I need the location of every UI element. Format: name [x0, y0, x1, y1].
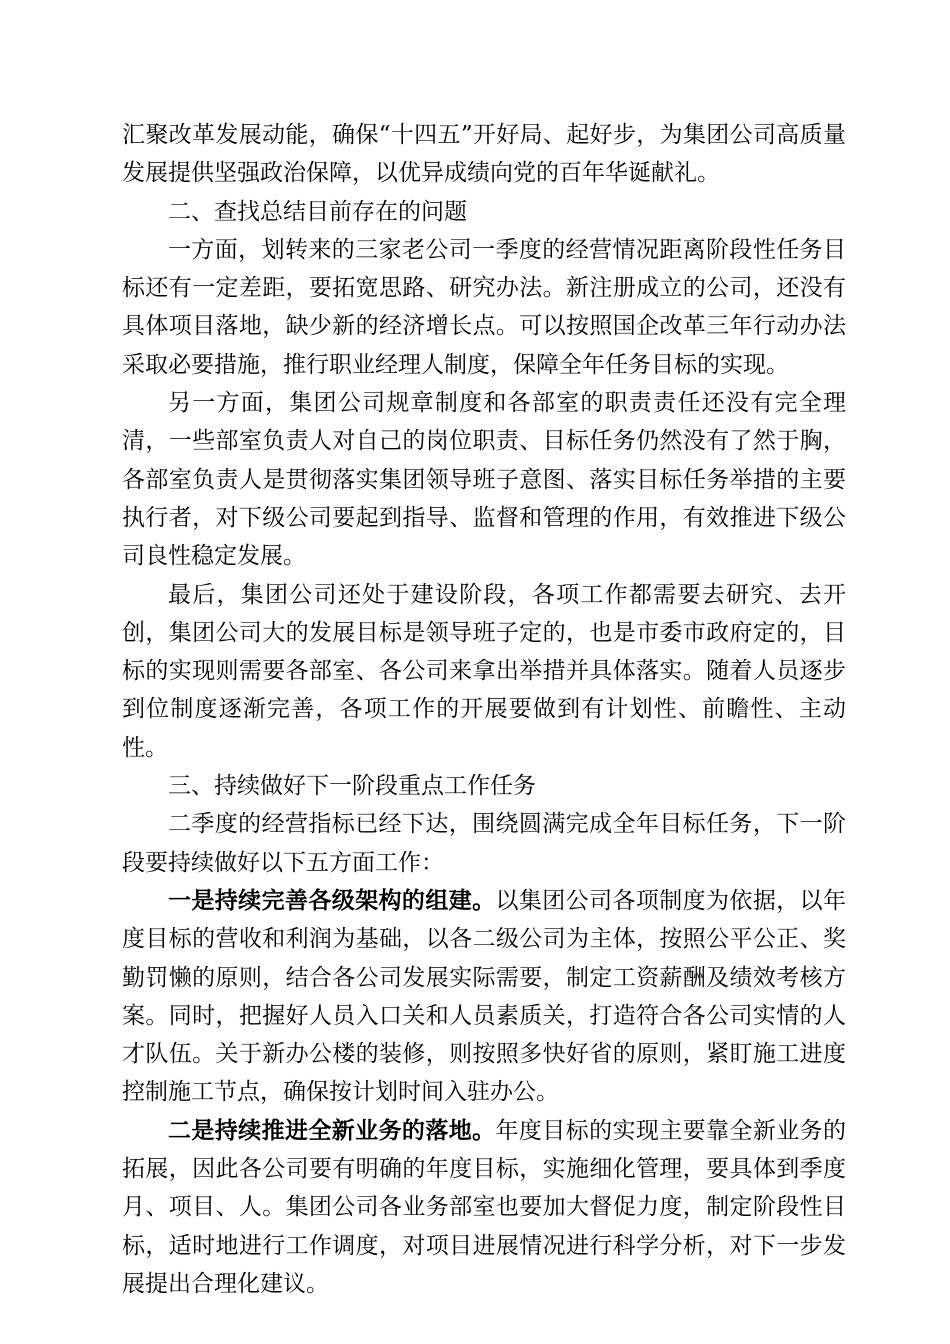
paragraph-8-text: 以集团公司各项制度为依据，以年度目标的营收和利润为基础，以各二级公司为主体，按照公平公正、奖勤罚懒的原则，结合各公司发展实际需要，制定工资薪酬及绩效考核方案。同时，把握好人员入口关和人员素质关，打造符合各公司实情的人才队伍。关于新办公楼的装修，则按照多快好省的原则，紧盯施工进度控制施工节点，确保按计划时间入驻办公。 [122, 887, 847, 1106]
section-heading-2 [122, 193, 846, 231]
paragraph-7-text: 二季度的经营指标已经下达，围绕圆满完成全年目标任务，下一阶段要持续做好以下五方面工作： [122, 811, 846, 876]
paragraph-5 [122, 576, 846, 767]
paragraph-1 [122, 116, 846, 193]
paragraph-1-text: 汇聚改革发展动能，确保“十四五”开好局、起好步，为集团公司高质量发展提供坚强政治保障，以优异成绩向党的百年华诞献礼。 [122, 122, 846, 187]
paragraph-8 [122, 882, 846, 1112]
paragraph-4-text: 另一方面，集团公司规章制度和各部室的职责责任还没有完全理清，一些部室负责人对自己的岗位职责、目标任务仍然没有了然于胸，各部室负责人是贯彻落实集团领导班子意图、落实目标任务举措的主要执行者，对下级公司要起到指导、监督和管理的作用，有效推进下级公司良性稳定发展。 [122, 390, 846, 570]
paragraph-8-lead: 一是持续完善各级架构的组建。 [168, 887, 496, 914]
section-heading-3-text: 三、持续做好下一阶段重点工作任务 [168, 773, 536, 800]
paragraph-4 [122, 384, 846, 575]
paragraph-9-lead: 二是持续推进全新业务的落地。 [168, 1117, 496, 1144]
paragraph-9-text: 年度目标的实现主要靠全新业务的拓展，因此各公司要有明确的年度目标，实施细化管理，要具体到季度月、项目、人。集团公司各业务部室也要加大督促力度，制定阶段性目标，适时地进行工作调度，对项目进展情况进行科学分析，对下一步发展提出合理化建议。 [122, 1117, 847, 1297]
paragraph-3 [122, 231, 846, 384]
section-heading-2-text: 二、查找总结目前存在的问题 [168, 198, 467, 225]
paragraph-3-text: 一方面，划转来的三家老公司一季度的经营情况距离阶段性任务目标还有一定差距，要拓宽思路、研究办法。新注册成立的公司，还没有具体项目落地，缺少新的经济增长点。可以按照国企改革三年行动办法采取必要措施，推行职业经理人制度，保障全年任务目标的实现。 [122, 236, 846, 378]
paragraph-5-text: 最后，集团公司还处于建设阶段，各项工作都需要去研究、去开创，集团公司大的发展目标是领导班子定的，也是市委市政府定的，目标的实现则需要各部室、各公司来拿出举措并具体落实。随着人员逐步到位制度逐渐完善，各项工作的开展要做到有计划性、前瞻性、主动性。 [122, 581, 846, 761]
paragraph-7 [122, 805, 846, 882]
document-body [122, 116, 846, 1303]
paragraph-9 [122, 1112, 846, 1303]
section-heading-3 [122, 767, 846, 805]
